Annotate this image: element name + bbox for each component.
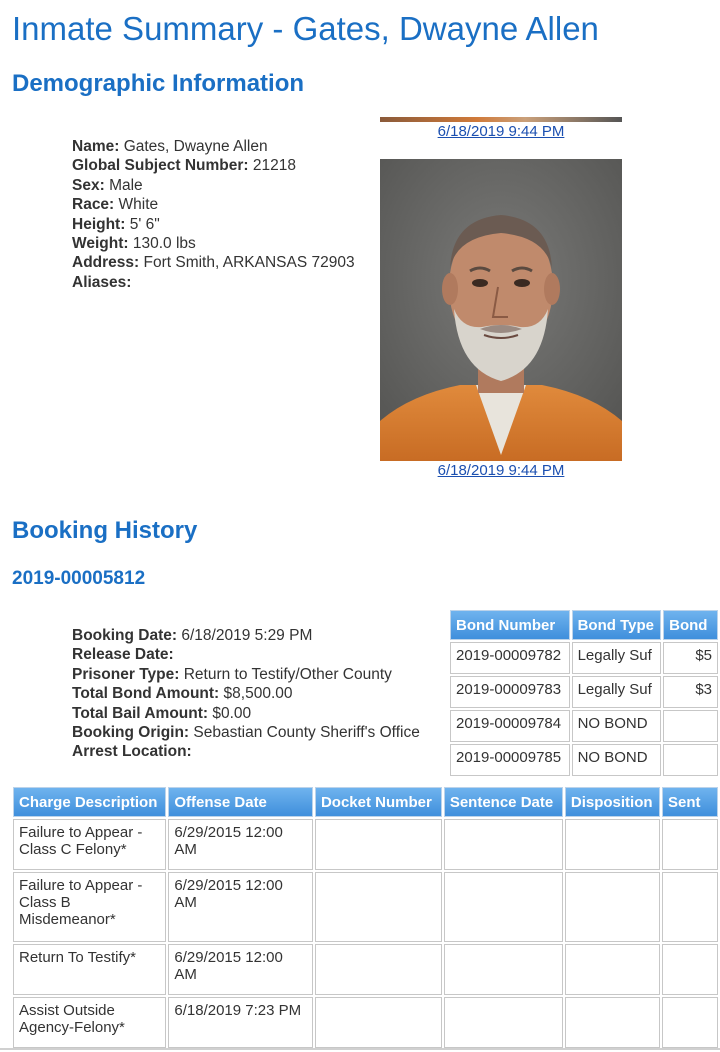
bond-amount-cell <box>663 744 718 776</box>
field-release-date: Release Date: <box>72 646 174 664</box>
disposition-cell <box>565 819 660 870</box>
col-offense-date[interactable]: Offense Date <box>168 787 313 817</box>
table-row <box>13 944 718 995</box>
offense-date-cell: 6/29/2015 12:00 AM <box>168 944 313 995</box>
page-bottom-divider <box>0 1048 720 1050</box>
field-sex: Sex: Male <box>72 176 143 194</box>
sentence-cell <box>662 872 718 942</box>
disposition-cell <box>565 997 660 1048</box>
col-charge-description[interactable]: Charge Description <box>13 787 166 817</box>
field-arrest-location: Arrest Location: <box>72 743 192 761</box>
charge-description-cell: Failure to Appear - Class B Misdemeanor* <box>13 872 166 942</box>
table-row <box>450 642 718 674</box>
table-row <box>13 872 718 942</box>
docket-number-cell <box>315 997 442 1048</box>
charge-description-cell: Failure to Appear - Class C Felony* <box>13 819 166 870</box>
bond-amount-cell <box>663 710 718 742</box>
docket-number-cell <box>315 872 442 942</box>
field-prisoner-type: Prisoner Type: Return to Testify/Other County <box>72 665 392 683</box>
sentence-date-cell <box>444 944 563 995</box>
table-row <box>13 819 718 870</box>
charge-description-cell: Assist Outside Agency-Felony* <box>13 997 166 1048</box>
bond-table <box>448 608 720 778</box>
field-address: Address: Fort Smith, ARKANSAS 72903 <box>72 254 355 272</box>
bond-type-cell: NO BOND <box>572 710 662 742</box>
sentence-date-cell <box>444 872 563 942</box>
page-title: Inmate Summary - Gates, Dwayne Allen <box>12 10 599 47</box>
demographic-info <box>72 137 355 292</box>
offense-date-cell: 6/29/2015 12:00 AM <box>168 819 313 870</box>
mugshot-photo[interactable] <box>380 159 622 461</box>
charge-table-header <box>13 787 718 817</box>
field-total-bond-amount: Total Bond Amount: $8,500.00 <box>72 685 293 703</box>
bond-number-cell: 2019-00009782 <box>450 642 570 674</box>
field-booking-origin: Booking Origin: Sebastian County Sheriff's Office <box>72 724 420 742</box>
field-aliases: Aliases: <box>72 273 132 291</box>
table-row <box>13 997 718 1048</box>
bond-type-cell: Legally Suf <box>572 676 662 708</box>
photo-date-link[interactable]: 6/18/2019 9:44 PM <box>437 123 565 140</box>
table-row <box>450 710 718 742</box>
col-docket-number[interactable]: Docket Number <box>315 787 442 817</box>
sentence-date-cell <box>444 819 563 870</box>
docket-number-cell <box>315 944 442 995</box>
bond-amount-cell: $3 <box>663 676 718 708</box>
sentence-cell <box>662 944 718 995</box>
field-total-bail-amount: Total Bail Amount: $0.00 <box>72 704 252 722</box>
field-name: Name: Gates, Dwayne Allen <box>72 138 268 155</box>
sentence-date-cell <box>444 997 563 1048</box>
photo-thumbnail-top[interactable] <box>380 117 622 122</box>
bond-amount-cell: $5 <box>663 642 718 674</box>
bond-table-header <box>450 610 718 640</box>
booking-history-heading: Booking History <box>12 517 198 544</box>
bond-type-cell: NO BOND <box>572 744 662 776</box>
sentence-cell <box>662 997 718 1048</box>
disposition-cell <box>565 872 660 942</box>
col-bond-type[interactable]: Bond Type <box>572 610 662 640</box>
booking-info <box>72 626 420 762</box>
bond-number-cell: 2019-00009783 <box>450 676 570 708</box>
offense-date-cell: 6/18/2019 7:23 PM <box>168 997 313 1048</box>
charge-table <box>11 785 720 1050</box>
col-sentence[interactable]: Sent <box>662 787 718 817</box>
bond-type-cell: Legally Suf <box>572 642 662 674</box>
table-row <box>450 676 718 708</box>
charge-description-cell: Return To Testify* <box>13 944 166 995</box>
col-sentence-date[interactable]: Sentence Date <box>444 787 563 817</box>
bond-number-cell: 2019-00009784 <box>450 710 570 742</box>
field-height: Height: 5' 6" <box>72 215 160 233</box>
field-race: Race: White <box>72 196 159 214</box>
demographic-heading: Demographic Information <box>12 70 305 97</box>
field-global-subject-number: Global Subject Number: 21218 <box>72 157 296 175</box>
booking-number: 2019-00005812 <box>12 568 146 589</box>
col-disposition[interactable]: Disposition <box>565 787 660 817</box>
disposition-cell <box>565 944 660 995</box>
field-booking-date: Booking Date: 6/18/2019 5:29 PM <box>72 627 313 644</box>
bond-number-cell: 2019-00009785 <box>450 744 570 776</box>
photo-date-link-main[interactable]: 6/18/2019 9:44 PM <box>437 462 565 479</box>
col-bond-number[interactable]: Bond Number <box>450 610 570 640</box>
sentence-cell <box>662 819 718 870</box>
field-weight: Weight: 130.0 lbs <box>72 235 196 253</box>
offense-date-cell: 6/29/2015 12:00 AM <box>168 872 313 942</box>
col-bond[interactable]: Bond <box>663 610 718 640</box>
table-row <box>450 744 718 776</box>
docket-number-cell <box>315 819 442 870</box>
